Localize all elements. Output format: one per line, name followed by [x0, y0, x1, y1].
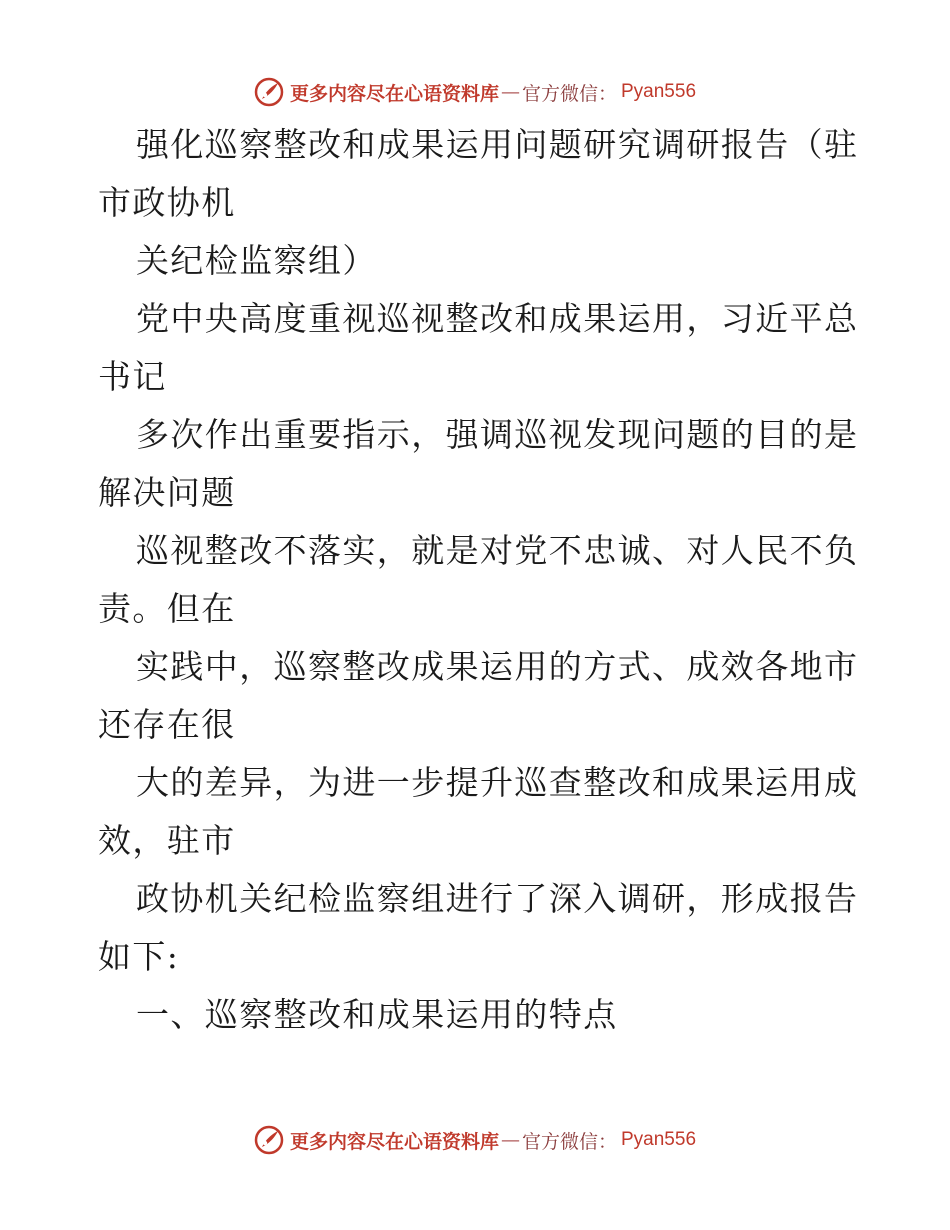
banner-dash: — [500, 1129, 520, 1151]
header-banner [0, 72, 950, 112]
banner-official-text: 官方微信： [521, 1130, 617, 1153]
banner-main-text: 更多内容尽在心语资料库 [289, 1130, 499, 1153]
text-line: 如下: [98, 937, 180, 976]
feather-pen-logo-icon [254, 77, 284, 107]
banner-main-text: 更多内容尽在心语资料库 [289, 82, 499, 105]
text-line: 解决问题 [98, 473, 236, 512]
text-line: 政协机关纪检监察组进行了深入调研，形成报告 [136, 879, 859, 918]
text-line: 大的差异，为进一步提升巡查整改和成果运用成 [136, 763, 859, 802]
document-body [98, 116, 858, 1044]
section-heading: 一、巡察整改和成果运用的特点 [136, 995, 618, 1034]
feather-pen-logo-icon [254, 1125, 284, 1155]
banner-wechat-id: Pyan556 [621, 1129, 697, 1150]
text-line: 强化巡察整改和成果运用问题研究调研报告（驻 [136, 125, 859, 164]
text-line: 市政协机 [98, 183, 236, 222]
banner-dash: — [500, 81, 520, 103]
banner-wechat-id: Pyan556 [621, 81, 697, 102]
text-line: 实践中，巡察整改成果运用的方式、成效各地市 [136, 647, 859, 686]
text-line: 效，驻市 [98, 821, 236, 860]
text-line: 还存在很 [98, 705, 236, 744]
text-line: 关纪检监察组） [136, 241, 377, 280]
footer-banner [0, 1120, 950, 1160]
text-line: 责。但在 [98, 589, 236, 628]
text-line: 多次作出重要指示，强调巡视发现问题的目的是 [136, 415, 859, 454]
text-line: 书记 [98, 357, 167, 396]
text-line: 巡视整改不落实，就是对党不忠诚、对人民不负 [136, 531, 859, 570]
text-line: 党中央高度重视巡视整改和成果运用，习近平总 [136, 299, 859, 338]
banner-official-text: 官方微信： [521, 82, 617, 105]
